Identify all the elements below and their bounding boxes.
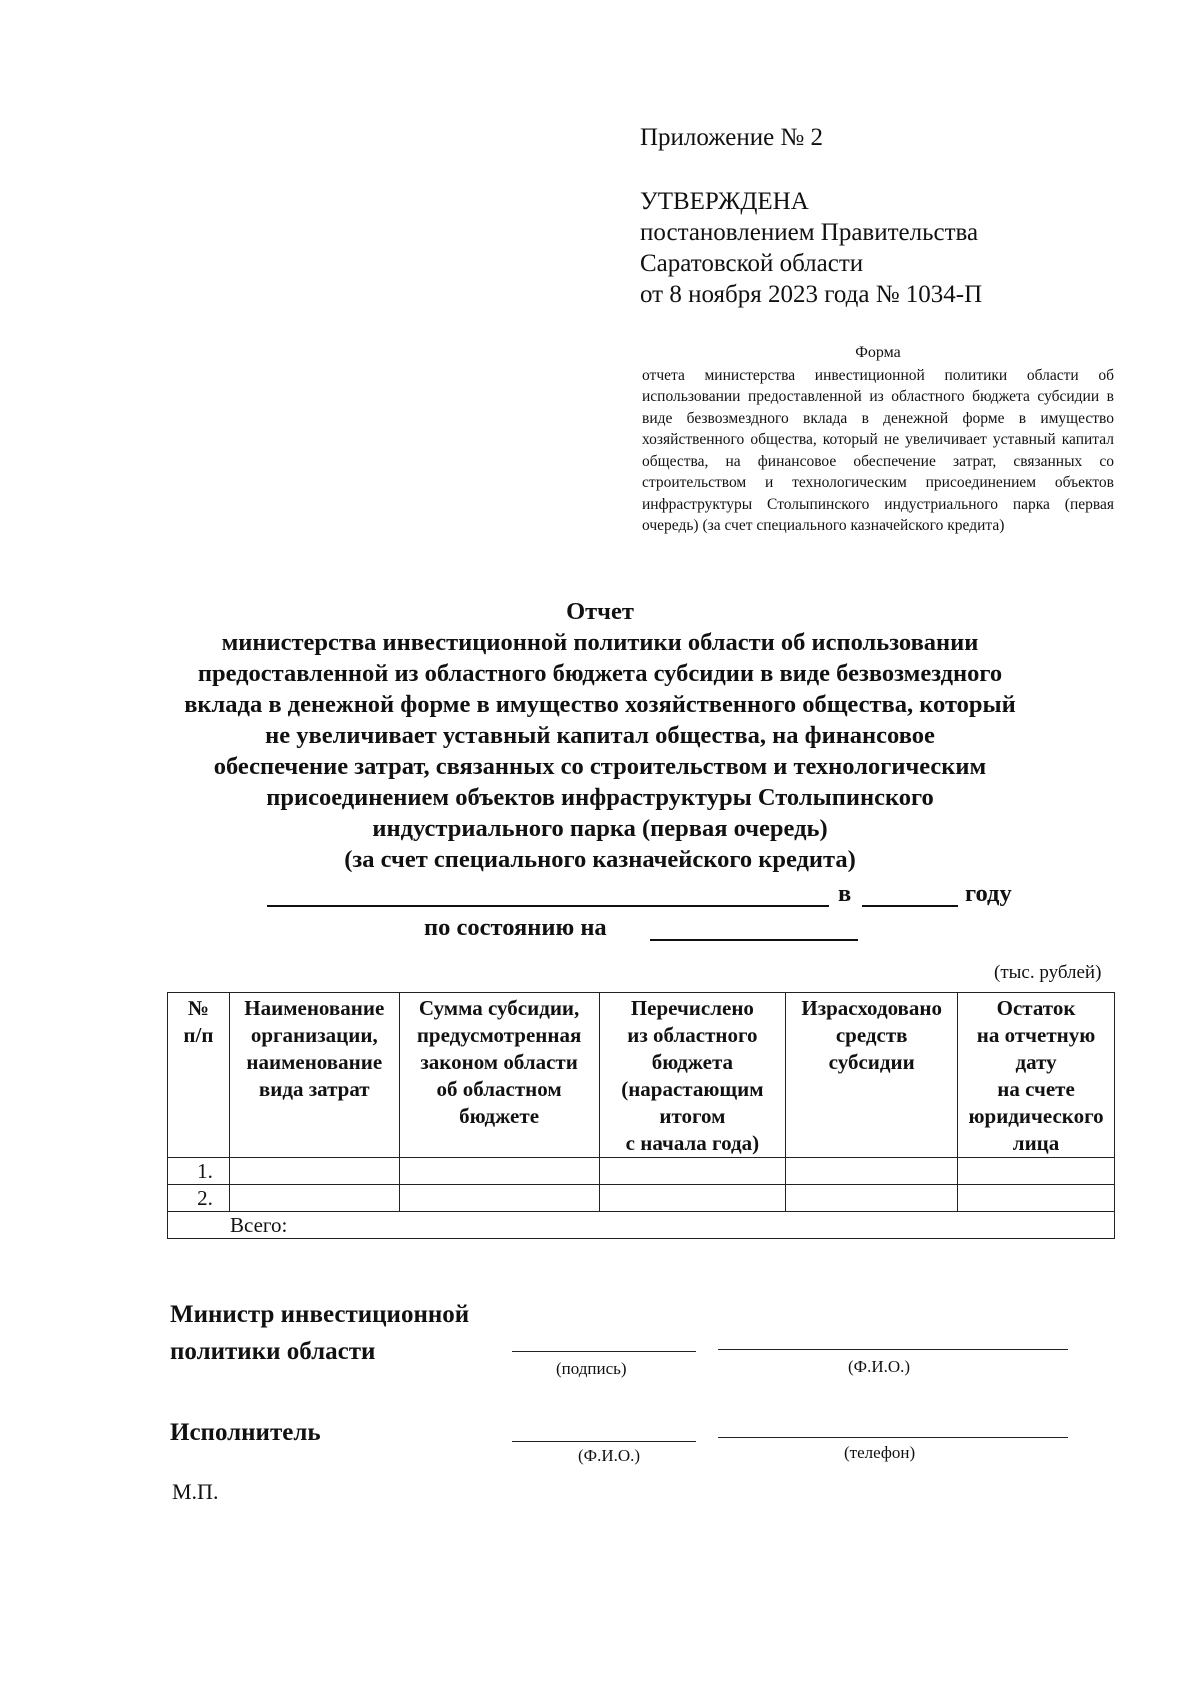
table-total-row xyxy=(168,1212,1115,1239)
total-label: Всего: xyxy=(168,1212,1115,1239)
table-row xyxy=(168,1185,1115,1212)
row-number: 1. xyxy=(168,1158,230,1185)
report-title-line: Отчет xyxy=(566,598,634,625)
header-subsidy-amount: Сумма субсидии, предусмотренная законом области об областном бюджете xyxy=(399,993,599,1158)
report-title-line: индустриального парка (первая очередь) xyxy=(372,815,828,842)
minister-title: Министр инвестиционной политики области xyxy=(170,1301,470,1365)
seal-place: М.П. xyxy=(172,1479,219,1504)
report-title xyxy=(100,596,1100,875)
approval-stamp xyxy=(640,186,982,310)
executor-name-line xyxy=(512,1441,696,1442)
report-table xyxy=(167,992,1115,1239)
minister-name-line xyxy=(718,1349,1068,1350)
form-title: Форма xyxy=(855,344,901,361)
table-row xyxy=(168,1158,1115,1185)
minister-signature-caption: (подпись) xyxy=(556,1359,627,1378)
table-cell xyxy=(786,1185,958,1212)
year-blank xyxy=(862,905,958,907)
report-title-line: не увеличивает уставный капитал общества, на финансовое xyxy=(265,722,935,749)
table-header-row xyxy=(168,993,1115,1158)
report-title-line: (за счет специального казначейского кредита) xyxy=(344,846,856,873)
table-cell xyxy=(399,1158,599,1185)
row-number: 2. xyxy=(168,1185,230,1212)
header-balance: Остаток на отчетную дату на счете юридического лица xyxy=(958,993,1115,1158)
table-cell xyxy=(958,1158,1115,1185)
report-title-line: предоставленной из областного бюджета субсидии в виде безвозмездного xyxy=(197,660,1003,687)
approved-line: УТВЕРЖДЕНА xyxy=(640,188,809,215)
approved-line: от 8 ноября 2023 года № 1034-П xyxy=(640,281,983,308)
table-cell xyxy=(786,1158,958,1185)
minister-signature-line xyxy=(512,1351,696,1352)
as-of-date-blank xyxy=(650,939,858,941)
header-number: № п/п xyxy=(168,993,230,1158)
table-cell xyxy=(229,1158,399,1185)
executor-phone-caption: (телефон) xyxy=(844,1443,916,1462)
table-cell xyxy=(229,1185,399,1212)
year-in-label: в xyxy=(838,880,852,907)
year-word-label: году xyxy=(965,880,1012,907)
form-note xyxy=(642,342,1114,537)
as-of-label: по состоянию на xyxy=(424,914,607,941)
executor-title: Исполнитель xyxy=(170,1419,321,1446)
minister-name-caption: (Ф.И.О.) xyxy=(848,1357,911,1376)
organization-blank xyxy=(267,905,829,907)
report-title-line: обеспечение затрат, связанных со строительством и технологическим xyxy=(213,753,987,780)
form-description: отчета министерства инвестиционной политики области об использовании предоставленной из областного бюджета субсидии в виде безвозмездного вклада в денежной форме в имущество хозяйственного общества, который не увеличивает уставный капитал общества, на финансовое обеспечение затрат, связанных со строительством и технологическим присоединением объектов инфраструктуры Столыпинского индустриального парка (первая очередь) (за счет специального казначейского кредита) xyxy=(642,366,1114,534)
report-title-line: присоединением объектов инфраструктуры Столыпинского xyxy=(266,784,934,811)
report-title-line: вклада в денежной форме в имущество хозяйственного общества, который xyxy=(184,691,1016,718)
report-title-line: министерства инвестиционной политики области об использовании xyxy=(221,629,979,656)
header-organization: Наименование организации, наименование вида затрат xyxy=(229,993,399,1158)
executor-name-caption: (Ф.И.О.) xyxy=(578,1446,641,1465)
header-transferred: Перечислено из областного бюджета (нарастающим итогом с начала года) xyxy=(599,993,786,1158)
header-spent: Израсходовано средств субсидии xyxy=(786,993,958,1158)
approved-line: постановлением Правительства xyxy=(640,219,979,246)
table-cell xyxy=(958,1185,1115,1212)
appendix-number: Приложение № 2 xyxy=(640,124,824,151)
table-cell xyxy=(599,1185,786,1212)
table-cell xyxy=(599,1158,786,1185)
table-units: (тыс. рублей) xyxy=(994,962,1102,983)
executor-phone-line xyxy=(718,1437,1068,1438)
table-cell xyxy=(399,1185,599,1212)
approved-line: Саратовской области xyxy=(640,250,864,277)
